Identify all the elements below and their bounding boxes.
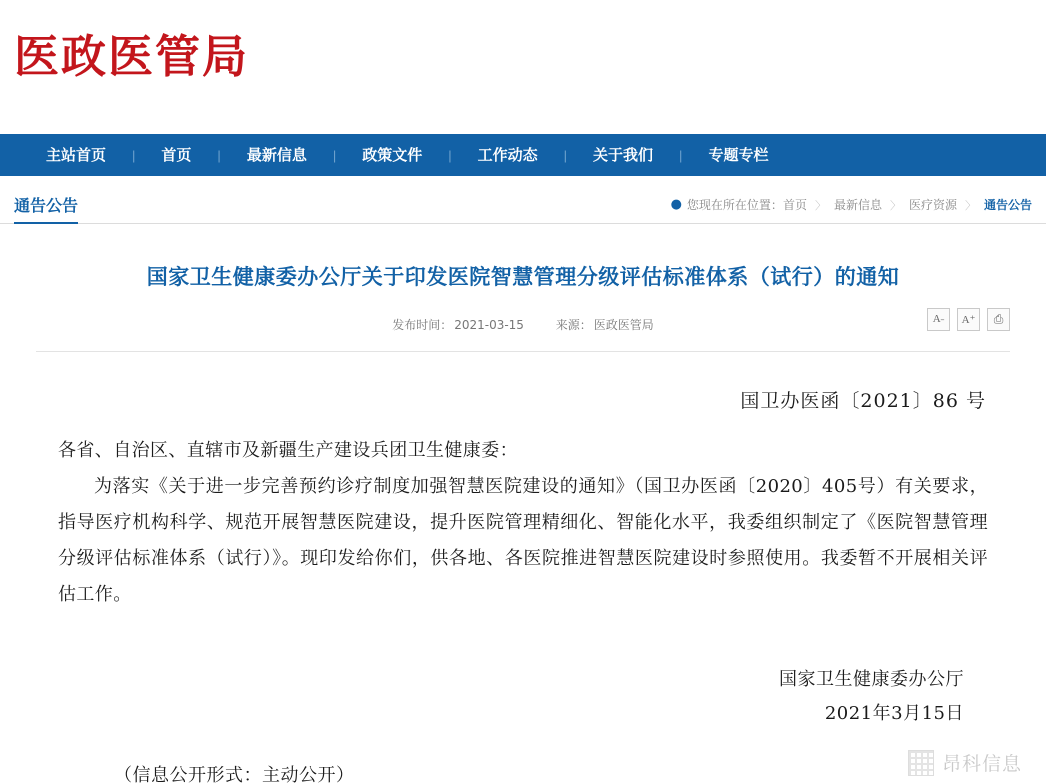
nav-item-latest-info[interactable]: 最新信息 <box>246 146 307 164</box>
nav-item-main-home[interactable]: 主站首页 <box>46 146 107 164</box>
site-logo[interactable]: 医政医管局 <box>14 30 250 83</box>
nav-item-about-us[interactable]: 关于我们 <box>593 146 654 164</box>
nav-separator: | <box>132 147 136 163</box>
document-number: 国卫办医函〔2021〕86 号 <box>740 389 986 412</box>
location-pin-icon: ● <box>670 197 682 212</box>
breadcrumb-separator: 〉 <box>814 198 826 212</box>
article-body <box>36 433 1010 613</box>
article-toolbar <box>927 308 1010 331</box>
nav-item-policy-documents[interactable]: 政策文件 <box>362 146 423 164</box>
article-paragraph-salutation: 各省、自治区、直辖市及新疆生产建设兵团卫生健康委： <box>58 439 518 461</box>
nav-separator: | <box>448 147 452 163</box>
font-larger-button[interactable]: A⁺ <box>957 308 980 331</box>
breadcrumb-item-medical-resources[interactable]: 医疗资源 <box>908 198 957 212</box>
publish-time-value: 2021-03-15 <box>454 317 524 332</box>
nav-separator: | <box>679 147 683 163</box>
article-paragraph-main: 为落实《关于进一步完善预约诊疗制度加强智慧医院建设的通知》（国卫办医函〔2020〕405号）有关要求，指导医疗机构科学、规范开展智慧医院建设，提升医院管理精细化、智能化水平，我委组织制定了《医院智慧管理分级评估标准体系（试行）》。现印发给你们，供各地、各医院推进智慧医院建设时参照使用。我委暂不开展相关评估工作。 <box>58 475 988 605</box>
print-button[interactable]: ⎙ <box>987 308 1010 331</box>
article-meta <box>36 311 1010 352</box>
breadcrumb <box>671 196 1032 223</box>
nav-item-work-updates[interactable]: 工作动态 <box>477 146 538 164</box>
nav-separator: | <box>563 147 568 163</box>
watermark <box>908 749 1022 776</box>
nav-separator: | <box>217 147 221 163</box>
article-signature <box>36 663 1010 731</box>
article-container <box>0 224 1046 784</box>
nav-item-special-columns[interactable]: 专题专栏 <box>708 146 769 164</box>
channel-breadcrumb-bar <box>0 176 1046 224</box>
article-footnote: （信息公开形式：主动公开） <box>114 764 355 784</box>
font-smaller-button[interactable]: A˗ <box>927 308 950 331</box>
breadcrumb-item-latest-info[interactable]: 最新信息 <box>833 198 882 212</box>
source-label: 来源： <box>555 317 592 332</box>
qr-code-icon <box>908 750 934 776</box>
site-header <box>0 0 1046 134</box>
channel-title: 通告公告 <box>14 193 78 224</box>
publish-time-label: 发布时间： <box>392 317 453 332</box>
nav-separator: | <box>332 147 337 163</box>
article-title: 国家卫生健康委办公厅关于印发医院智慧管理分级评估标准体系（试行）的通知 <box>146 265 900 289</box>
source-value: 医政医管局 <box>593 317 654 332</box>
breadcrumb-item-current: 通告公告 <box>983 198 1032 212</box>
breadcrumb-item-home[interactable]: 首页 <box>782 198 807 212</box>
signature-date: 2021年3月15日 <box>824 702 964 724</box>
breadcrumb-separator: 〉 <box>889 198 901 212</box>
signature-organization: 国家卫生健康委办公厅 <box>779 668 964 690</box>
nav-item-home[interactable]: 首页 <box>161 146 192 164</box>
breadcrumb-separator: 〉 <box>964 198 976 212</box>
main-navigation <box>0 134 1046 176</box>
watermark-text: 昂科信息 <box>941 753 1022 775</box>
breadcrumb-prefix: 您现在所在位置： <box>686 198 783 212</box>
